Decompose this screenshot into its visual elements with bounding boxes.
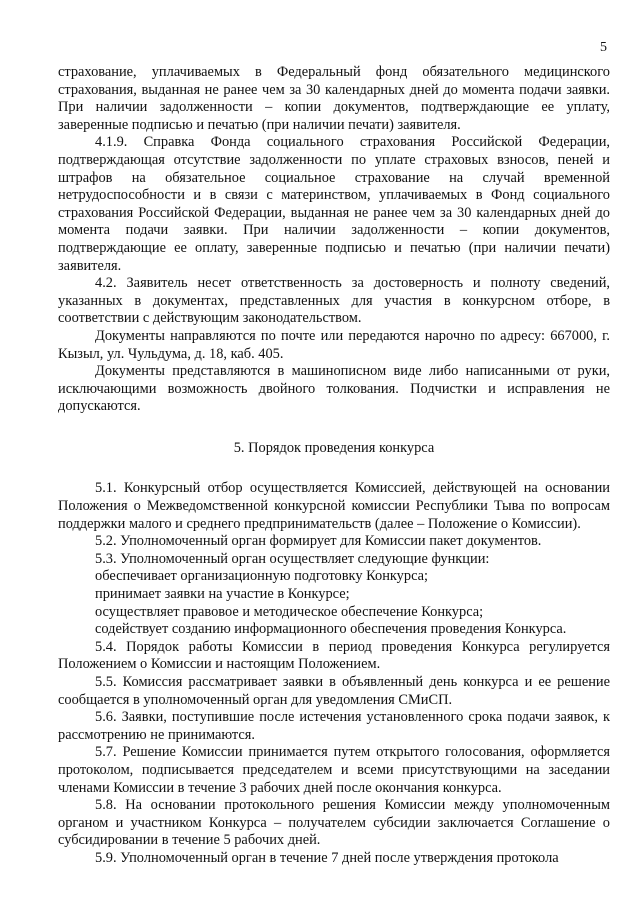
paragraph-4-1-9: 4.1.9. Справка Фонда социального страхования Российской Федерации, подтверждающая отсутствие задолженности по уплате страховых взносов, пеней и штрафов на обязательное социальное страхование на случай временной нетрудоспособности и в связи с материнством, уплачиваемых в Фонд социального страхования Российской Федерации, выданная не ранее чем за 30 календарных дней до момента подачи заявки. При наличии задолженности – копии документов, подтверждающие ее оплату, заверенные подписью и печатью (при наличии печати) заявителя. [58, 134, 610, 274]
list-item-function: содействует созданию информационного обеспечения проведения Конкурса. [95, 621, 567, 638]
section-heading: 5. Порядок проведения конкурса [233, 439, 435, 456]
paragraph-4-2: 4.2. Заявитель несет ответственность за достоверность и полноту сведений, указанных в документах, представленных для участия в конкурсном отборе, в соответствии с действующим законодательством. [58, 275, 610, 327]
paragraph-5-9: 5.9. Уполномоченный орган в течение 7 дней после утверждения протокола [95, 849, 559, 866]
list-item-function: осуществляет правовое и методическое обеспечение Конкурса; [95, 603, 484, 620]
paragraph-5-4: 5.4. Порядок работы Комиссии в период проведения Конкурса регулируется Положением о Комиссии и настоящим Положением. [58, 638, 610, 673]
list-item-function: обеспечивает организационную подготовку Конкурса; [95, 568, 429, 585]
document-body [58, 64, 610, 868]
paragraph-continuation: страхование, уплачиваемых в Федеральный фонд обязательного медицинского страхования, выданная не ранее чем за 30 календарных дней до момента подачи заявки. При наличии задолженности – копии документов, подтверждающие ее уплату, заверенные подписью и печатью (при наличии печати) заявителя. [58, 64, 610, 133]
paragraph-5-6: 5.6. Заявки, поступившие после истечения установленного срока подачи заявок, к рассмотрению не принимаются. [58, 709, 610, 743]
paragraph-5-1: 5.1. Конкурсный отбор осуществляется Комиссией, действующей на основании Положения о Межведомственной конкурсной комиссии Республики Тыва по вопросам поддержки малого и среднего предпринимательств (далее – Положение о Комиссии). [58, 480, 610, 532]
paragraph-5-5: 5.5. Комиссия рассматривает заявки в объявленный день конкурса и ее решение сообщается в уполномоченный орган для уведомления СМиСП. [58, 674, 610, 708]
paragraph-address: Документы направляются по почте или передаются нарочно по адресу: 667000, г. Кызыл, ул. Чульдума, д. 18, каб. 405. [58, 327, 610, 362]
page-number: 5 [600, 40, 607, 55]
paragraph-format: Документы представляются в машинописном виде либо написанными от руки, исключающими возможность двойного толкования. Подчистки и исправления не допускаются. [58, 363, 610, 415]
paragraph-5-7: 5.7. Решение Комиссии принимается путем открытого голосования, оформляется протоколом, подписывается председателем и всеми присутствующими на заседании членами Комиссии в течение 3 рабочих дней после окончания конкурса. [58, 744, 610, 796]
paragraph-5-2: 5.2. Уполномоченный орган формирует для Комиссии пакет документов. [95, 533, 542, 550]
paragraph-5-8: 5.8. На основании протокольного решения Комиссии между уполномоченным органом и участником Конкурса – получателем субсидии заключается Соглашение о субсидировании в течение 5 рабочих дней. [58, 797, 610, 849]
paragraph-5-3: 5.3. Уполномоченный орган осуществляет следующие функции: [95, 550, 490, 567]
list-item-function: принимает заявки на участие в Конкурсе; [95, 586, 350, 603]
